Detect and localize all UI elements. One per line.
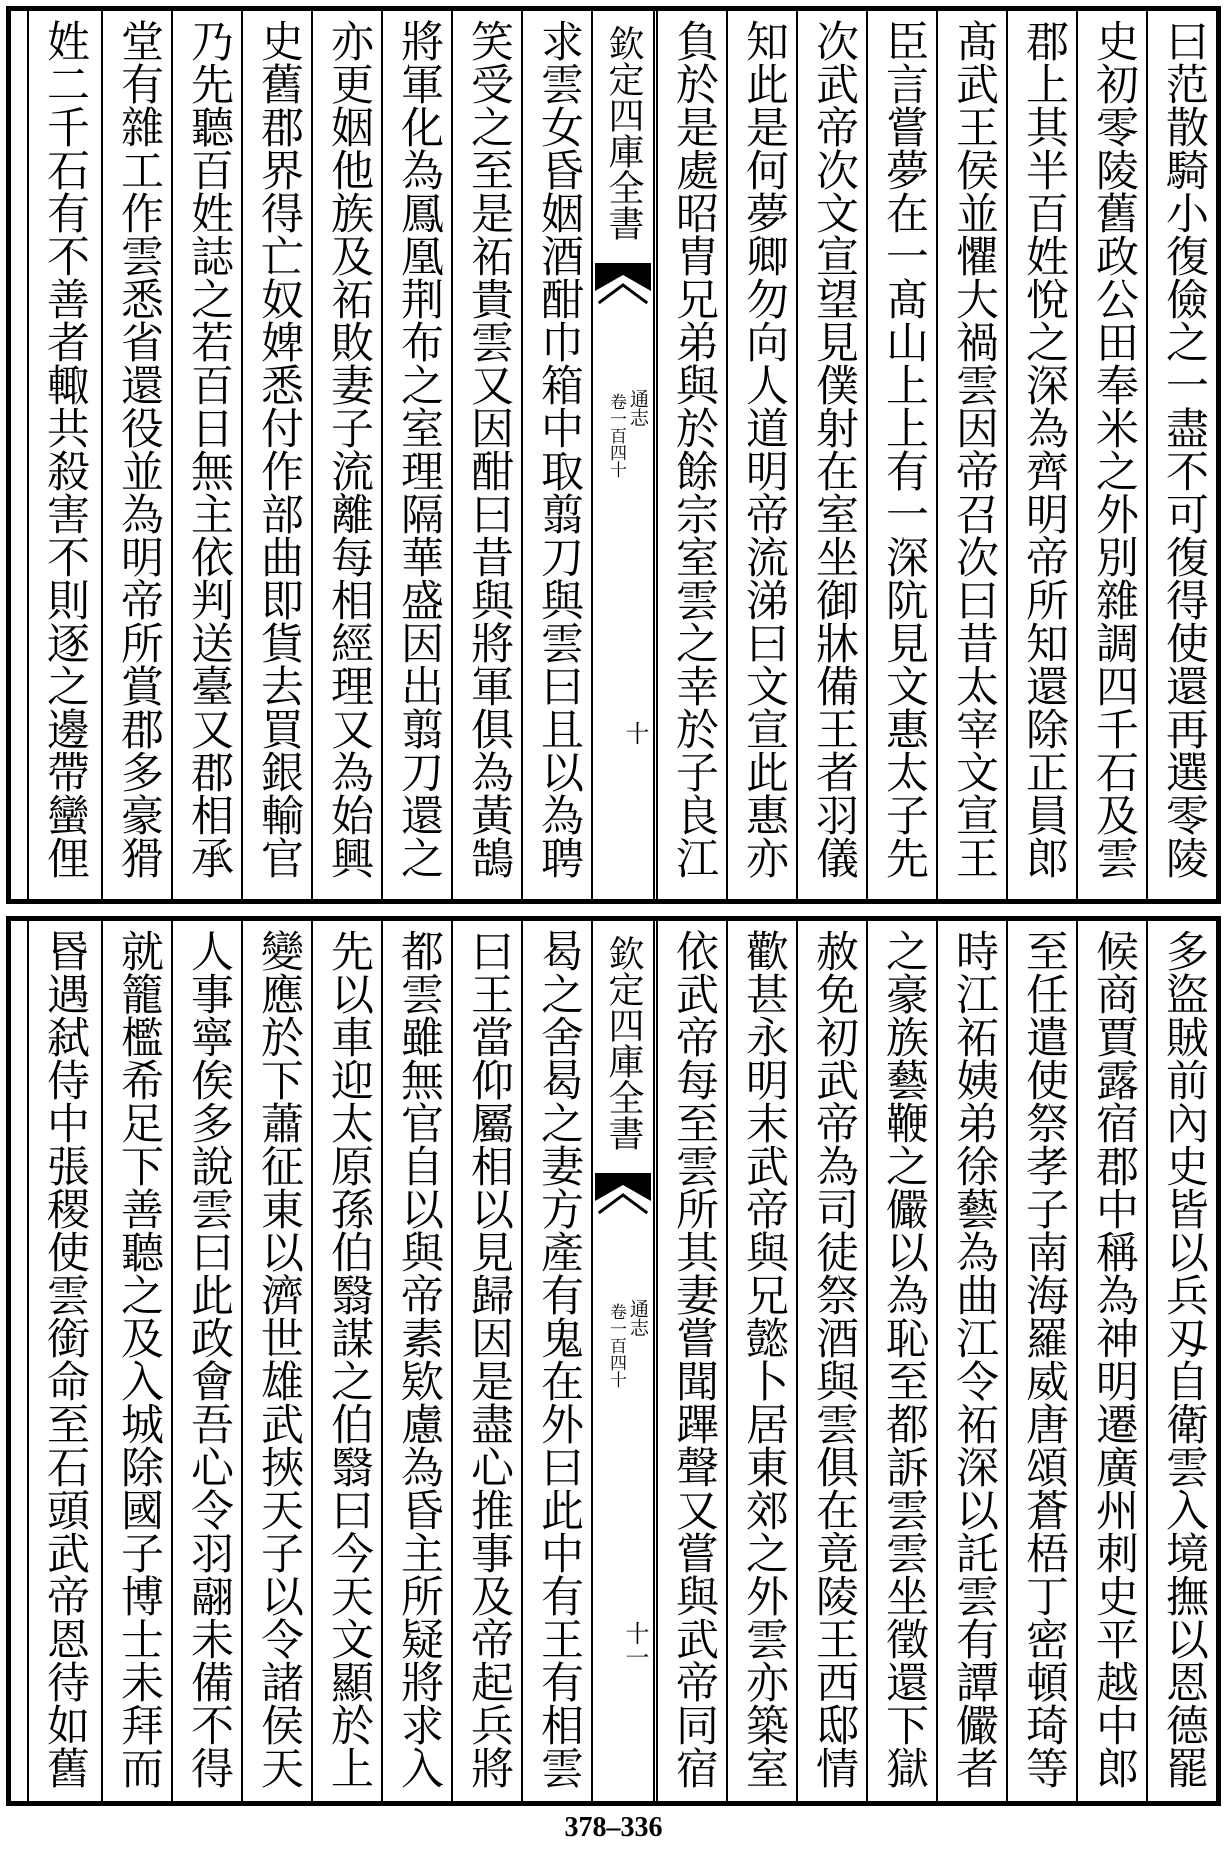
fish-tail-mark (595, 263, 651, 323)
text-column: 多盜賊前內史皆以兵刄自衛雲入境撫以恩德罷 (1146, 921, 1216, 1801)
text-column: 就籠檻希足下善聽之及入城除國子博士未拜而 (101, 921, 171, 1801)
text-column: 曰王當仰屬相以見歸因是盡心推事及帝起兵將 (451, 921, 521, 1801)
text-column: 赦免初武帝為司徒祭酒與雲俱在竟陵王西邸情 (796, 921, 866, 1801)
text-column: 次武帝次文宣望見僕射在室坐御牀備王者羽儀 (796, 11, 866, 899)
top-page (6, 6, 1221, 904)
folio-number: 十 (621, 721, 649, 745)
center-margin (591, 921, 655, 1801)
text-column: 髙武王侯並懼大禍雲因帝召次曰昔太宰文宣王 (936, 11, 1006, 899)
page-number: 378–336 (564, 1812, 663, 1843)
text-column: 負於是處昭胄兄弟與於餘宗室雲之幸於子良江 (656, 11, 726, 899)
text-column: 史初零陵舊政公田奉米之外別雜調四千石及雲 (1076, 11, 1146, 899)
text-column: 時江祏姨弟徐藝為曲江令祏深以託雲有譚儼者 (936, 921, 1006, 1801)
text-column: 歡甚永明末武帝與兄懿卜居東郊之外雲亦築室 (726, 921, 796, 1801)
text-column: 郡上其半百姓悅之深為齊明帝所知還除正員郎 (1006, 11, 1076, 899)
text-column: 史舊郡界得亡奴婢悉付作部曲即貨去買銀輸官 (241, 11, 311, 899)
text-column: 求雲女昏姻酒酣巾箱中取翦刀與雲曰且以為聘 (521, 11, 591, 899)
text-column: 人事寧俟多說雲曰此政會吾心令羽翮未備不得 (171, 921, 241, 1801)
book-title: 欽定四庫全書 (603, 25, 644, 241)
fish-tail-mark (595, 1173, 651, 1233)
bottom-page (6, 916, 1221, 1806)
text-column: 姓二千石有不善者輙共殺害不則逐之邊帶蠻俚 (27, 11, 97, 899)
text-column: 都雲雖無官自以與帝素欵慮為昏主所疑將求入 (381, 921, 451, 1801)
text-column: 曰范散騎小復儉之一盡不可復得使還再選零陵 (1146, 11, 1216, 899)
text-column: 臣言嘗夢在一髙山上上有一深阬見文惠太子先 (866, 11, 936, 899)
folio-number: 十一 (621, 1621, 649, 1669)
text-column: 乃先聽百姓誌之若百日無主依判送臺又郡相承 (171, 11, 241, 899)
text-column: 變應於下蕭征東以濟世雄武挾天子以令諸侯天 (241, 921, 311, 1801)
text-column: 昬遇弑侍中張稷使雲銜命至石頭武帝恩待如舊 (27, 921, 97, 1801)
text-column: 堂有雜工作雲悉省還役並為明帝所賞郡多豪猾 (101, 11, 171, 899)
text-column: 曷之舍曷之妻方產有鬼在外曰此中有王有相雲 (521, 921, 591, 1801)
book-title: 欽定四庫全書 (603, 935, 644, 1151)
text-column: 笑受之至是祏貴雲又因酣曰昔與將軍俱為黃鵠 (451, 11, 521, 899)
text-column: 知此是何夢卿勿向人道明帝流涕曰文宣此惠亦 (726, 11, 796, 899)
juan-label: 通志 卷一百四十 (606, 1299, 649, 1388)
juan-label: 通志 卷一百四十 (606, 389, 649, 478)
text-column: 先以車迎太原孫伯翳謀之伯翳曰今天文顯於上 (311, 921, 381, 1801)
text-column: 至任遣使祭孝子南海羅威唐頌蒼梧丁密頓琦等 (1006, 921, 1076, 1801)
text-column: 依武帝每至雲所其妻嘗聞蹕聲又嘗與武帝同宿 (656, 921, 726, 1801)
center-margin (591, 11, 655, 899)
text-column: 之豪族藝鞭之儼以為恥至都訴雲雲坐徵還下獄 (866, 921, 936, 1801)
text-column: 候商賈露宿郡中稱為神明遷廣州刺史平越中郎 (1076, 921, 1146, 1801)
text-column: 亦更姻他族及祏敗妻子流離每相經理又為始興 (311, 11, 381, 899)
text-column: 將軍化為鳳凰荆布之室理隔華盛因出翦刀還之 (381, 11, 451, 899)
